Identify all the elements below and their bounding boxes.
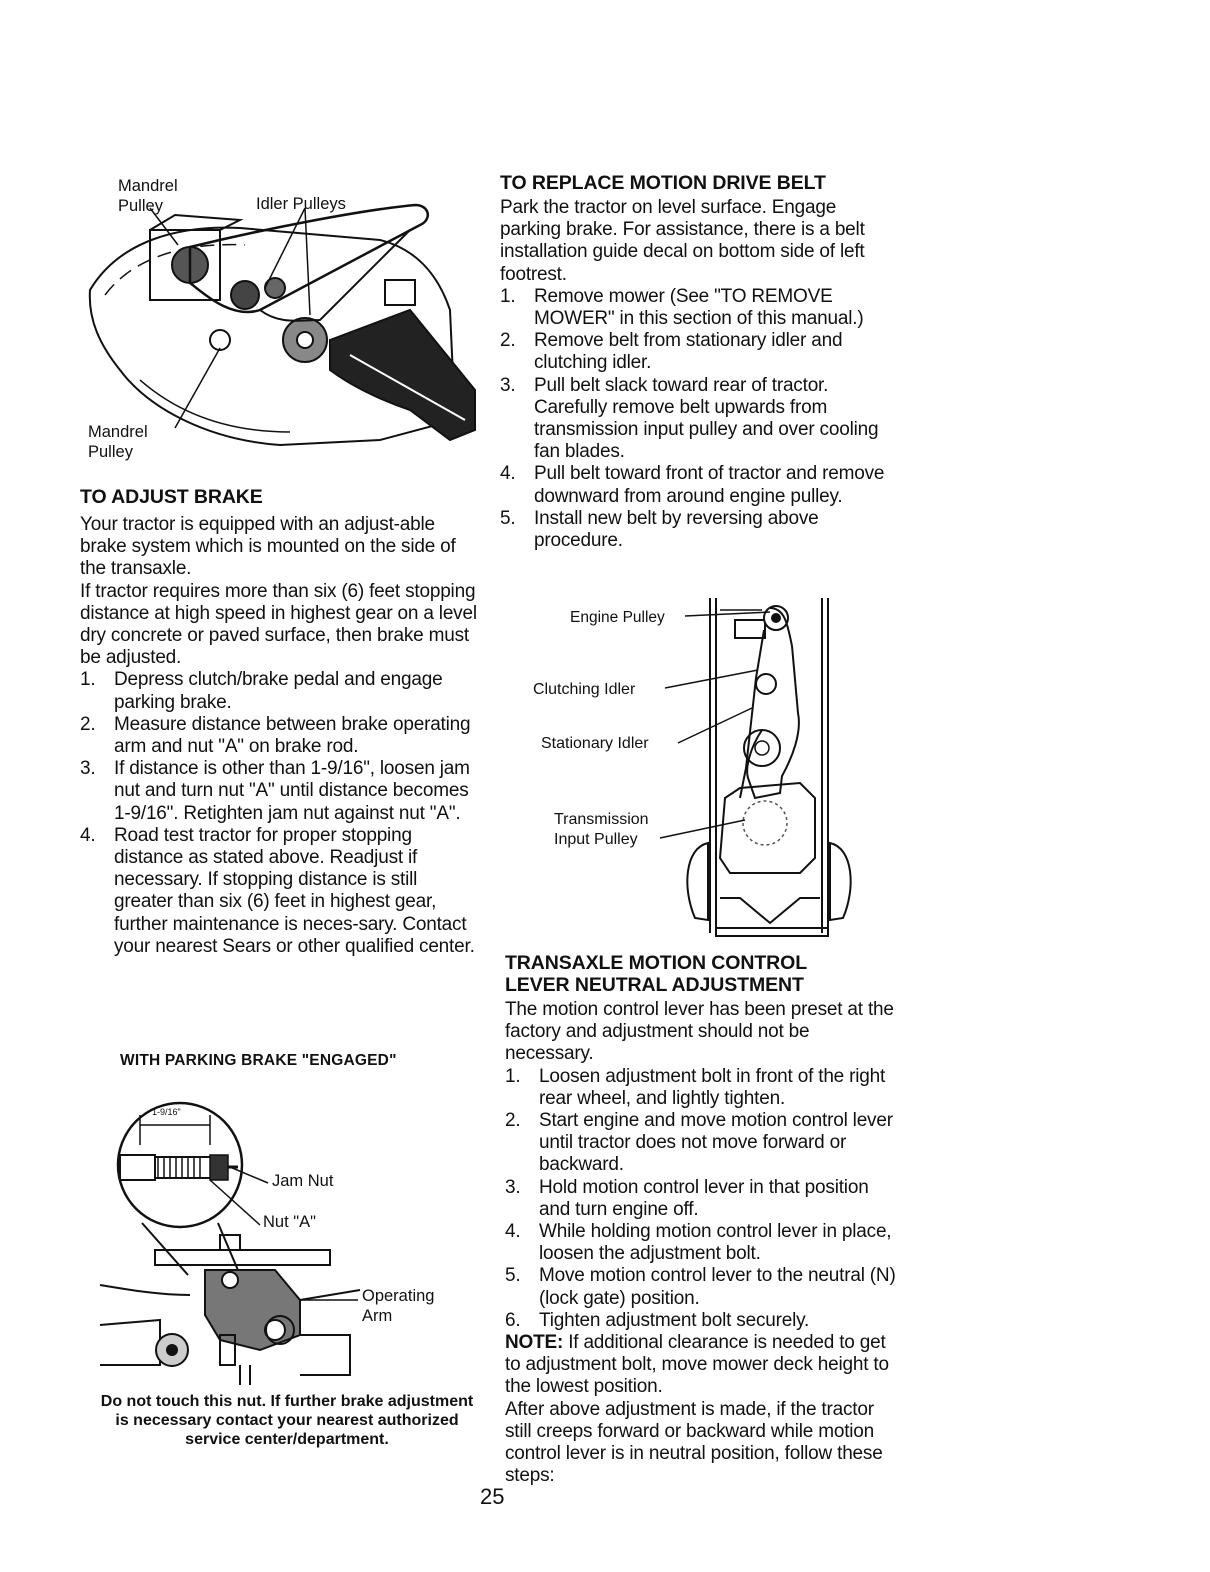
label-clutching-idler: Clutching Idler [533,681,636,698]
label-transmission-input-pulley: Transmission Input Pulley [554,811,649,848]
brake-drawing [100,1085,480,1395]
list-item: 3. Hold motion control lever in that position and turn engine off. [505,1176,869,1220]
brake-figure-heading: WITH PARKING BRAKE "ENGAGED" [120,1052,397,1069]
list-item: 1. Loosen adjustment bolt in front of the right rear wheel, and lightly tighten. [505,1065,886,1109]
transaxle-heading-1: TRANSAXLE MOTION CONTROL [505,952,808,974]
transaxle-after: After above adjustment is made, if the tractor still creeps forward or backward while motion control lever is in neutral position, follow these steps: [505,1398,883,1487]
label-idler-pulleys: Idler Pulleys [256,195,346,213]
brake-caption: Do not touch this nut. If further brake adjustment is necessary contact your nearest authorized service center/department. [100,1393,474,1448]
transaxle-heading-2: LEVER NEUTRAL ADJUSTMENT [505,974,804,996]
list-item: 3. If distance is other than 1-9/16", loosen jam nut and turn nut "A" until distance becomes 1-9/16". Retighten jam nut against nut "A". [80,758,470,824]
mower-deck-figure [80,170,480,470]
list-item: 1. Depress clutch/brake pedal and engage parking brake. [80,669,443,713]
list-item: 3. Pull belt slack toward rear of tractor. Carefully remove belt upwards from transmission input pulley and over cooling fan blades. [500,374,879,463]
adjust-brake-intro-2: If tractor requires more than six (6) feet stopping distance at high speed in highest gear on a level dry concrete or paved surface, then brake must be adjusted. [80,580,477,669]
label-jam-nut: Jam Nut [272,1172,334,1190]
transaxle-steps [505,1066,897,1332]
transaxle-note [505,1332,897,1399]
list-item: 4. While holding motion control lever in place, loosen the adjustment bolt. [505,1221,892,1265]
list-item: 2. Remove belt from stationary idler and clutching idler. [500,330,843,374]
note-label: NOTE: [505,1332,564,1354]
page-number: 25 [480,1484,505,1509]
replace-belt-steps [500,286,895,552]
label-mandrel-pulley-top: Mandrel Pulley [118,177,178,215]
replace-belt-intro: Park the tractor on level surface. Engage parking brake. For assistance, there is a belt installation guide decal on bottom side of left footrest. [500,197,865,285]
transaxle-section [505,952,897,1487]
label-stationary-idler: Stationary Idler [541,735,649,752]
list-item: 6. Tighten adjustment bolt securely. [505,1309,810,1331]
brake-figure [100,1085,480,1395]
brake-dimension-label: 1-9/16" [152,1107,181,1117]
list-item: 4. Pull belt toward front of tractor and remove downward from around engine pulley. [500,463,885,507]
list-item: 2. Measure distance between brake operating arm and nut "A" on brake rod. [80,713,471,758]
label-engine-pulley: Engine Pulley [570,609,665,626]
label-operating-arm: Operating Arm [362,1287,435,1325]
list-item: 1. Remove mower (See "TO REMOVE MOWER" in this section of this manual.) [500,285,864,330]
transaxle-intro: The motion control lever has been preset at the factory and adjustment should not be necessary. [505,999,894,1065]
replace-belt-heading: TO REPLACE MOTION DRIVE BELT [500,172,826,194]
adjust-brake-section [80,486,480,958]
belt-routing-drawing [530,598,870,943]
adjust-brake-intro-1: Your tractor is equipped with an adjust-able brake system which is mounted on the side of the transaxle. [80,514,456,580]
list-item: 5. Install new belt by reversing above procedure. [500,507,819,552]
list-item: 2. Start engine and move motion control lever until tractor does not move forward or backward. [505,1110,893,1176]
belt-routing-figure [530,598,870,943]
adjust-brake-steps [80,669,480,958]
label-nut-a: Nut "A" [263,1213,316,1231]
label-mandrel-pulley-bottom: Mandrel Pulley [88,423,148,461]
list-item: 5. Move motion control lever to the neutral (N) (lock gate) position. [505,1265,896,1309]
replace-belt-section [500,172,895,552]
list-item: 4. Road test tractor for proper stopping distance as stated above. Readjust if necessary. If stopping distance is still greater than six (6) feet in highest gear, further maintenance is neces-sary. Contact your nearest Sears or other qualified center. [80,824,475,957]
note-text: If additional clearance is needed to get to adjustment bolt, move mower deck height to the lowest position. [505,1332,889,1398]
adjust-brake-heading: TO ADJUST BRAKE [80,486,263,508]
